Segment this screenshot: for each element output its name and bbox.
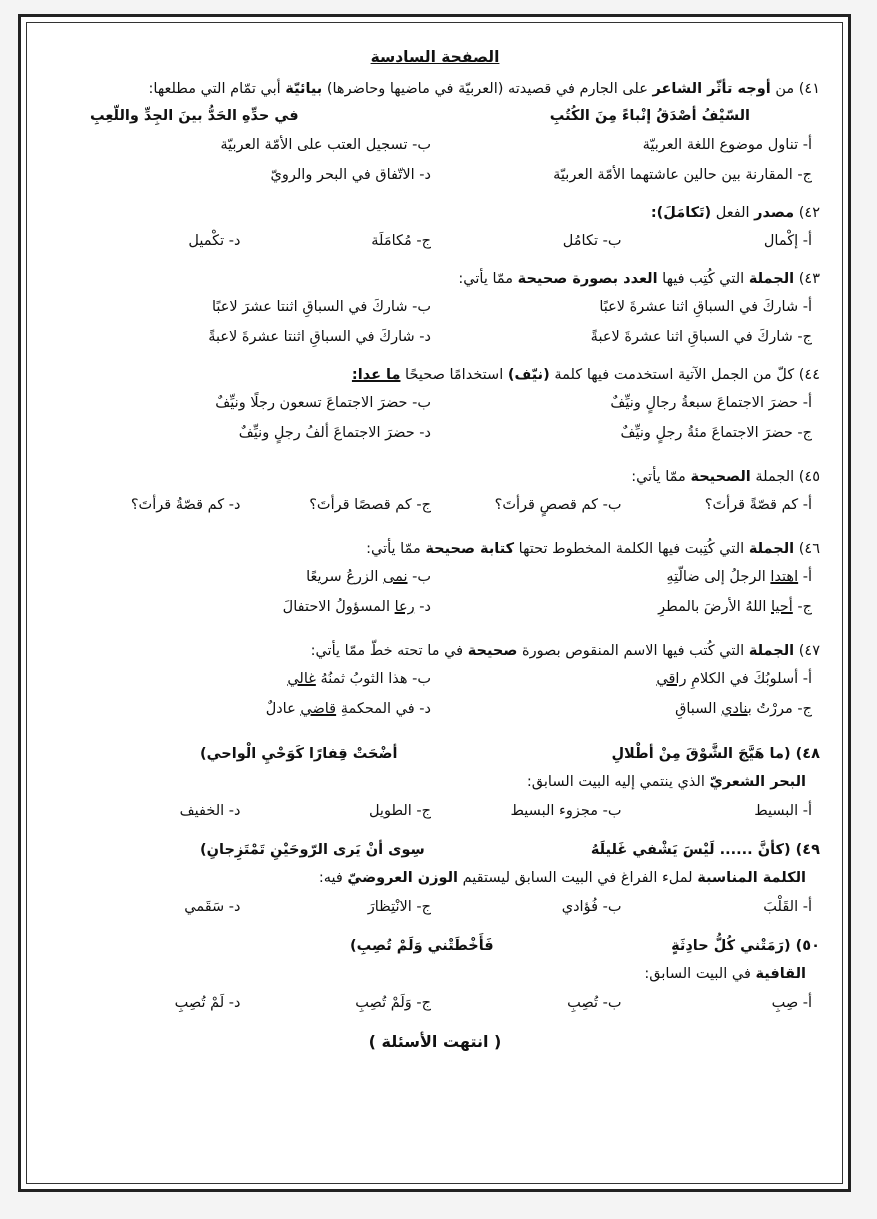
question-45 bbox=[50, 464, 820, 520]
question-41 bbox=[50, 76, 820, 190]
question-41-options bbox=[50, 130, 820, 190]
question-43-options bbox=[50, 292, 820, 352]
option-c: ج- وَلَمْ تُصِبِ bbox=[355, 995, 431, 1011]
question-43-text: ٤٣) الجملة التي كُتِب فيها العدد بصورة صحيحة ممّا يأتي: bbox=[458, 271, 820, 287]
question-50 bbox=[50, 932, 820, 1018]
option-a: أ- القَلْبَ bbox=[763, 899, 812, 915]
option-c: ج- كم قصصًا قرأتَ؟ bbox=[309, 497, 431, 513]
question-41-text: ٤١) من أوجه تأثّر الشاعر على الجارم في قصيدته (العربيّة في ماضيها وحاضرها) بيائيّة أبي تمّام التي مطلعها: bbox=[148, 81, 820, 97]
question-43 bbox=[50, 266, 820, 352]
option-b: ب- حضرَ الاجتماعَ تسعون رجلًا ونيِّفٌ bbox=[215, 395, 431, 411]
question-42-options bbox=[50, 226, 820, 256]
question-44-text: ٤٤) كلّ من الجمل الآتية استخدمت فيها كلمة (نيّف) استخدامًا صحيحًا ما عدا: bbox=[351, 367, 820, 383]
page-title: الصفحة السادسة bbox=[370, 48, 500, 66]
question-42 bbox=[50, 200, 820, 256]
option-c: ج- الطويل bbox=[368, 803, 431, 819]
question-46 bbox=[50, 536, 820, 622]
option-a: أ- كم قصّةً قرأتَ؟ bbox=[704, 497, 812, 513]
option-c: ج- المقارنة بين حالين عاشتهما الأمّة العربيّة bbox=[553, 167, 812, 183]
option-a: أ- اهتدا الرجلُ إلى ضالّتِهِ bbox=[666, 569, 812, 585]
question-47-options bbox=[50, 664, 820, 724]
option-b: ب- تكامُل bbox=[562, 233, 622, 249]
question-50-verse: ٥٠) (رَمَتْني كُلُّ حادِثَةٍ فَأَخْطَتْني وَلَمْ تُصِبِ) bbox=[350, 938, 820, 954]
option-a: أ- أسلوبُكَ في الكلامِ راقي bbox=[656, 671, 812, 687]
option-d: د- حضرَ الاجتماعَ ألفُ رجلٍ ونيِّفٌ bbox=[238, 425, 431, 441]
question-47 bbox=[50, 638, 820, 724]
option-d: د- كم قصّةُ قرأتَ؟ bbox=[130, 497, 241, 513]
option-a: أ- تناول موضوع اللغة العربيّة bbox=[642, 137, 812, 153]
page-content bbox=[50, 48, 820, 1051]
question-50-text: القافية في البيت السابق: bbox=[644, 966, 806, 982]
question-48 bbox=[50, 740, 820, 826]
option-c: ج- شاركَ في السباقِ اثنا عشرةَ لاعبةً bbox=[590, 329, 812, 345]
option-a: أ- شاركَ في السباقِ اثنا عشرةَ لاعبًا bbox=[599, 299, 812, 315]
option-b: ب- كم قصصٍ قرأتَ؟ bbox=[494, 497, 622, 513]
option-a: أ- البسيط bbox=[754, 803, 812, 819]
option-c: ج- مررْتُ بنادي السباقِ bbox=[675, 701, 812, 717]
question-44 bbox=[50, 362, 820, 448]
option-d: د- في المحكمةِ قاضي عادلٌ bbox=[265, 701, 431, 717]
option-b: ب- مجزوء البسيط bbox=[510, 803, 622, 819]
option-b: ب- شاركَ في السباقِ اثنتا عشرَ لاعبًا bbox=[211, 299, 431, 315]
question-45-text: ٤٥) الجملة الصحيحة ممّا يأتي: bbox=[631, 469, 820, 485]
question-46-text: ٤٦) الجملة التي كُتِبت فيها الكلمة المخطوط تحتها كتابة صحيحة ممّا يأتي: bbox=[366, 541, 820, 557]
option-b: ب- تسجيل العتب على الأمّة العربيّة bbox=[220, 137, 431, 153]
option-b: ب- نمى الزرعُ سريعًا bbox=[306, 569, 431, 585]
question-48-text: البحر الشعريّ الذي ينتمي إليه البيت السابق: bbox=[526, 774, 806, 790]
question-49-options bbox=[50, 892, 820, 922]
option-d: د- سَقَمي bbox=[184, 899, 241, 915]
question-49-verse: ٤٩) (كأنَّ ...... لَيْسَ يَشْفي غَليلَهُ سِوى أنْ يَرى الرّوحَيْنِ تَمْتَزِجانِ) bbox=[200, 842, 820, 858]
option-a: أ- صِبِ bbox=[771, 995, 812, 1011]
question-48-options bbox=[50, 796, 820, 826]
option-a: أ- حضرَ الاجتماعَ سبعةُ رجالٍ ونيِّفٌ bbox=[610, 395, 812, 411]
option-b: ب- هذا الثوبُ ثمنُهُ غالي bbox=[287, 671, 431, 687]
option-d: د- رعا المسؤولُ الاحتفالَ bbox=[282, 599, 431, 615]
option-d: د- تكْميل bbox=[188, 233, 241, 249]
option-c: ج- الانْتِظارَ bbox=[367, 899, 431, 915]
end-of-questions: ( انتهت الأسئلة ) bbox=[368, 1032, 502, 1051]
option-a: أ- إكْمال bbox=[763, 233, 812, 249]
option-c: ج- مُكامَلَة bbox=[371, 233, 431, 249]
question-45-options bbox=[50, 490, 820, 520]
question-50-options bbox=[50, 988, 820, 1018]
question-47-text: ٤٧) الجملة التي كُتب فيها الاسم المنقوص بصورة صحيحة في ما تحته خطّ ممّا يأتي: bbox=[310, 643, 820, 659]
question-42-text: ٤٢) مصدر الفعل (تَكامَلَ): bbox=[650, 205, 820, 221]
option-d: د- الخفيف bbox=[179, 803, 241, 819]
question-49-text: الكلمة المناسبة لملء الفراغ في البيت السابق ليستقيم الوزن العروضيّ فيه: bbox=[318, 870, 806, 886]
question-49 bbox=[50, 836, 820, 922]
option-d: د- شاركَ في السباقِ اثنتا عشرةَ لاعبةً bbox=[208, 329, 431, 345]
option-c: ج- حضرَ الاجتماعَ مئةُ رجلٍ ونيِّفٌ bbox=[620, 425, 812, 441]
question-44-options bbox=[50, 388, 820, 448]
question-48-verse: ٤٨) (ما هَيَّجَ الشَّوْقَ مِنْ أطْلالِ أضْحَتْ قِفارًا كَوَحْيِ الْواحي) bbox=[200, 746, 820, 762]
option-b: ب- تُصِبِ bbox=[567, 995, 622, 1011]
option-b: ب- فُؤادي bbox=[561, 899, 622, 915]
question-46-options bbox=[50, 562, 820, 622]
option-d: د- الاتّفاق في البحر والرويّ bbox=[270, 167, 431, 183]
option-c: ج- أحيا اللهُ الأرضَ بالمطرِ bbox=[658, 599, 812, 615]
question-41-verse: السّيْفُ أصْدَقُ إنْباءً مِنَ الكُتُبِ في حدِّهِ الحَدُّ بينَ الجِدِّ واللّعِبِ bbox=[90, 108, 750, 124]
option-d: د- لَمْ تُصِبِ bbox=[174, 995, 241, 1011]
